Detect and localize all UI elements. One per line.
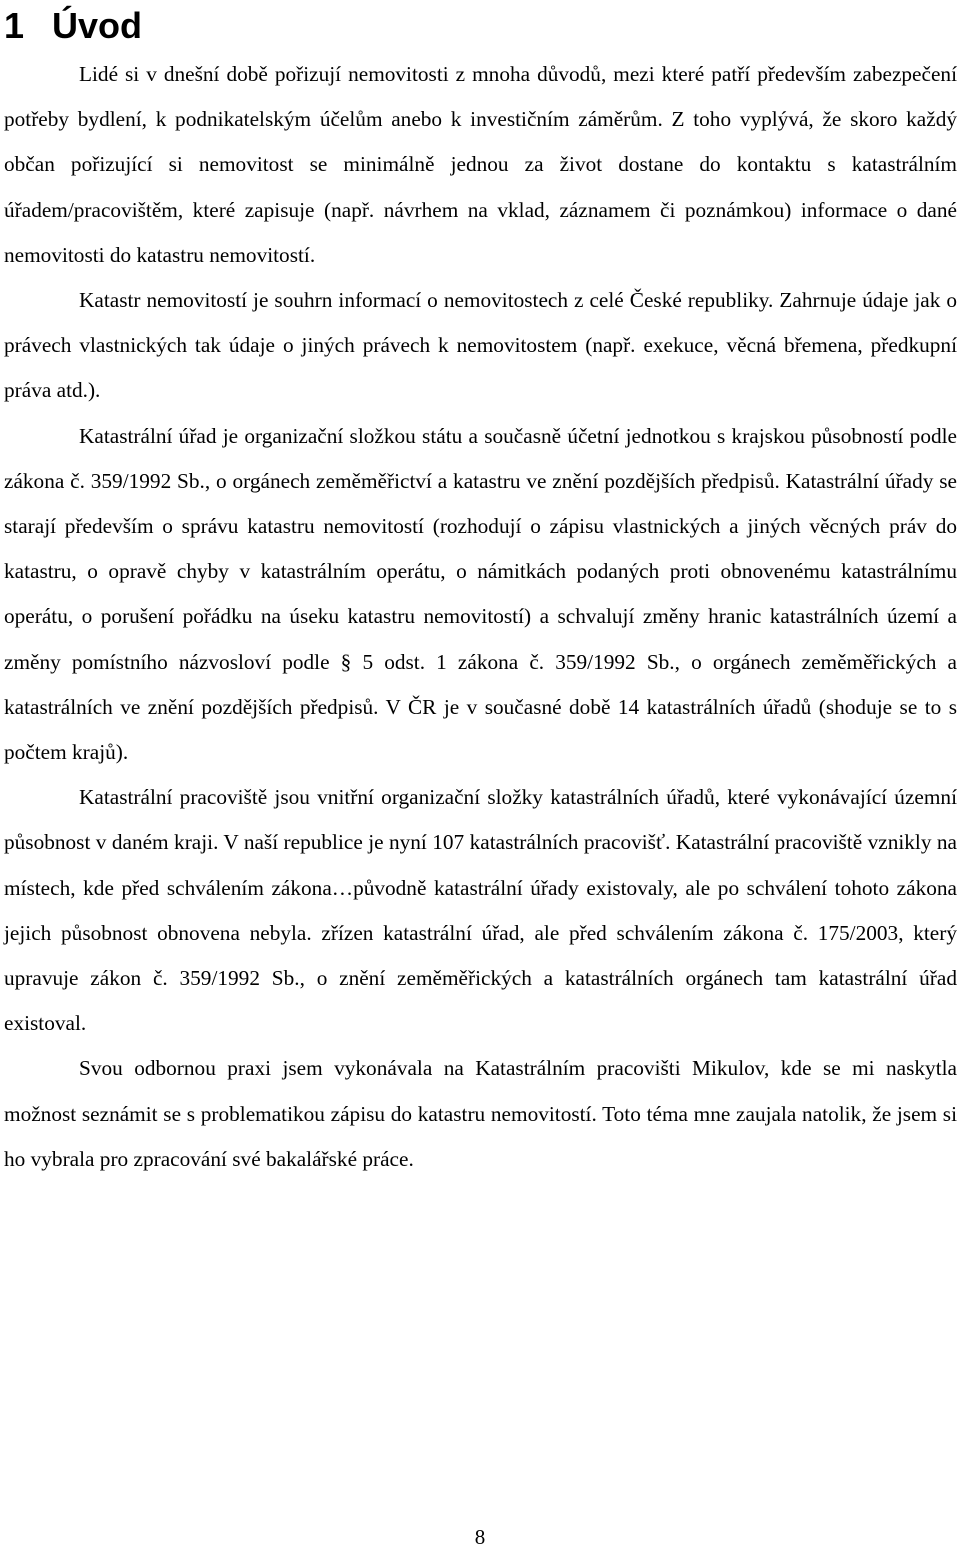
paragraph-intro: Lidé si v dnešní době pořizují nemovitosti z mnoha důvodů, mezi které patří především zabezpečení potřeby bydlení, k podnikatelským účelům anebo k investičním záměrům. Z toho vyplývá, že skoro každý občan pořizující si nemovitost se minimálně jednou za život dostane do kontaktu s katastrálním úřadem/pracovištěm, které zapisuje (např. návrhem na vklad, záznamem či poznámkou) informace o dané nemovitosti do katastru nemovitostí. [4, 62, 957, 267]
paragraph-odborna-praxe: Svou odbornou praxi jsem vykonávala na Katastrálním pracovišti Mikulov, kde se mi naskytla možnost seznámit se s problematikou zápisu do katastru nemovitostí. Toto téma mne zaujala natolik, že jsem si ho vybrala pro zpracování své bakalářské práce. [4, 1056, 957, 1171]
body-text [4, 52, 957, 1182]
section-title: Úvod [52, 5, 142, 46]
section-heading [4, 2, 142, 50]
paragraph-katastralni-pracoviste: Katastrální pracoviště jsou vnitřní organizační složky katastrálních úřadů, které vykonávající územní působnost v daném kraji. V naší republice je nyní 107 katastrálních pracovišť. Katastrální pracoviště vznikly na místech, kde před schválením zákona…původně katastrální úřady existovaly, ale po schválení tohoto zákona jejich působnost obnovena nebyla. zřízen katastrální úřad, ale před schválením zákona č. 175/2003, který upravuje zákon č. 359/1992 Sb., o znění zeměměřických a katastrálních orgánech tam katastrální úřad existoval. [4, 785, 957, 1036]
section-number: 1 [4, 5, 25, 46]
page-number: 8 [474, 1525, 486, 1549]
paragraph-katastr: Katastr nemovitostí je souhrn informací o nemovitostech z celé České republiky. Zahrnuje údaje jak o právech vlastnických tak údaje o jiných právech k nemovitostem (např. exekuce, věcná břemena, předkupní práva atd.). [4, 288, 957, 403]
paragraph-katastralni-urad: Katastrální úřad je organizační složkou státu a současně účetní jednotkou s krajskou působností podle zákona č. 359/1992 Sb., o orgánech zeměměřictví a katastru ve znění pozdějších předpisů. Katastrální úřady se starají především o správu katastru nemovitostí (rozhodují o zápisu vlastnických a jiných věcných práv do katastru, o opravě chyby v katastrálním operátu, o námitkách podaných proti obnovenému katastrálnímu operátu, o porušení pořádku na úseku katastru nemovitostí) a schvalují změny hranic katastrálních území a změny pomístního názvosloví podle § 5 odst. 1 zákona č. 359/1992 Sb., o orgánech zeměměřických a katastrálních ve znění pozdějších předpisů. V ČR je v současné době 14 katastrálních úřadů (shoduje se to s počtem krajů). [4, 423, 957, 765]
